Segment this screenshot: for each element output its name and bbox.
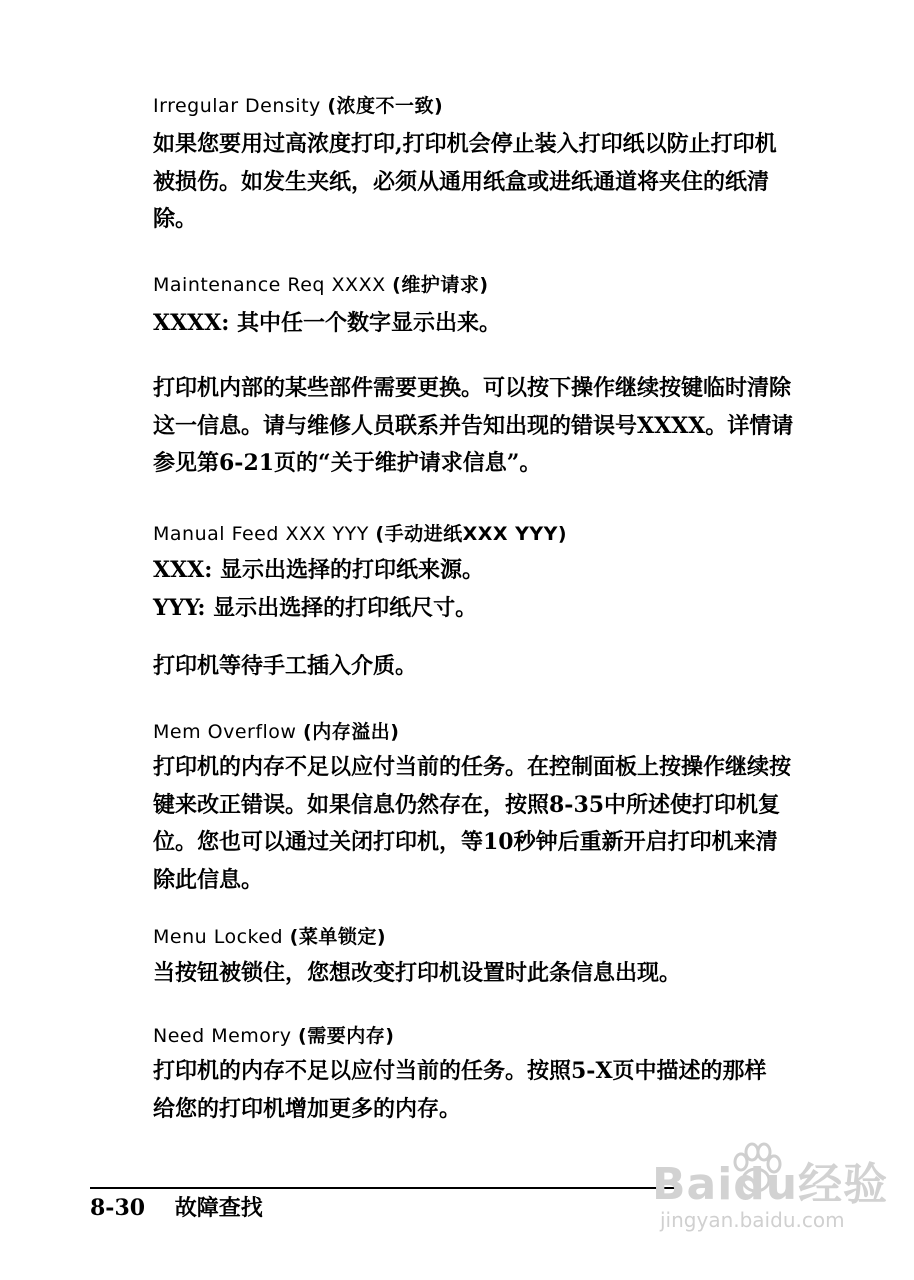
- body-line: 被损伤。如发生夹纸，必须从通用纸盒或进纸通道将夹住的纸清: [153, 168, 770, 195]
- watermark-url: jingyan.baidu.com: [660, 1208, 845, 1232]
- body-line: 参见第6-21页的“关于维护请求信息”。: [153, 450, 542, 477]
- heading-english: Irregular Density: [153, 95, 321, 117]
- section-body-manual-feed-detail: [153, 648, 833, 686]
- body-line: 除此信息。: [153, 866, 264, 893]
- body-line: YYY: 显示出选择的打印纸尺寸。: [153, 594, 478, 621]
- section-body-mem-overflow: [153, 749, 833, 899]
- section-heading-manual-feed: [153, 520, 567, 548]
- body-line: 这一信息。请与维修人员联系并告知出现的错误号XXXX。详情请: [153, 412, 794, 439]
- heading-chinese: (手动进纸XXX YYY): [375, 523, 568, 545]
- page-footer: [90, 1191, 263, 1222]
- section-heading-maintenance-req: [153, 271, 489, 299]
- heading-chinese: (内存溢出): [303, 721, 400, 743]
- body-line: 打印机的内存不足以应付当前的任务。按照5-X页中描述的那样: [153, 1058, 767, 1084]
- section-body-need-memory: [153, 1053, 833, 1128]
- section-body-menu-locked: [153, 955, 833, 993]
- heading-english: Mem Overflow: [153, 721, 297, 743]
- heading-chinese: (维护请求): [392, 274, 489, 296]
- section-body-irregular-density: [153, 126, 833, 239]
- body-line: XXXX: 其中任一个数字显示出来。: [153, 310, 502, 336]
- body-line: 位。您也可以通过关闭打印机，等10秒钟后重新开启打印机来清: [153, 829, 778, 856]
- heading-chinese: (菜单锁定): [289, 926, 387, 948]
- section-heading-menu-locked: [153, 923, 386, 951]
- body-line: 打印机等待手工插入介质。: [153, 653, 418, 679]
- page-number: 8-30: [90, 1195, 146, 1221]
- body-line: 打印机内部的某些部件需要更换。可以按下操作继续按键临时清除: [153, 375, 792, 401]
- heading-chinese: (浓度不一致): [327, 95, 444, 117]
- body-line: 给您的打印机增加更多的内存。: [153, 1095, 462, 1122]
- section-heading-irregular-density: [153, 92, 443, 120]
- body-line: 当按钮被锁住，您想改变打印机设置时此条信息出现。: [153, 960, 682, 986]
- heading-english: Menu Locked: [153, 926, 284, 948]
- body-line: 键来改正错误。如果信息仍然存在，按照8-35中所述使打印机复: [153, 791, 781, 818]
- chapter-title: 故障查找: [174, 1195, 263, 1221]
- section-heading-need-memory: [153, 1022, 394, 1050]
- heading-english: Maintenance Req XXXX: [153, 274, 386, 296]
- section-heading-mem-overflow: [153, 718, 399, 746]
- watermark-logo-text: Baidu经验: [652, 1159, 889, 1210]
- heading-english: Need Memory: [153, 1025, 292, 1047]
- body-line: 除。: [153, 206, 198, 233]
- heading-english: Manual Feed XXX YYY: [153, 523, 369, 545]
- body-line: XXX: 显示出选择的打印纸来源。: [153, 557, 484, 583]
- section-body-maintenance-req-detail: [153, 370, 833, 483]
- section-body-maintenance-req: [153, 305, 833, 343]
- section-body-manual-feed: [153, 552, 833, 627]
- heading-chinese: (需要内存): [298, 1025, 395, 1047]
- body-line: 如果您要用过高浓度打印,打印机会停止装入打印纸以防止打印机: [153, 131, 777, 157]
- footer-rule: [90, 1187, 678, 1189]
- baidu-watermark: [640, 1140, 890, 1250]
- body-line: 打印机的内存不足以应付当前的任务。在控制面板上按操作继续按: [153, 754, 792, 780]
